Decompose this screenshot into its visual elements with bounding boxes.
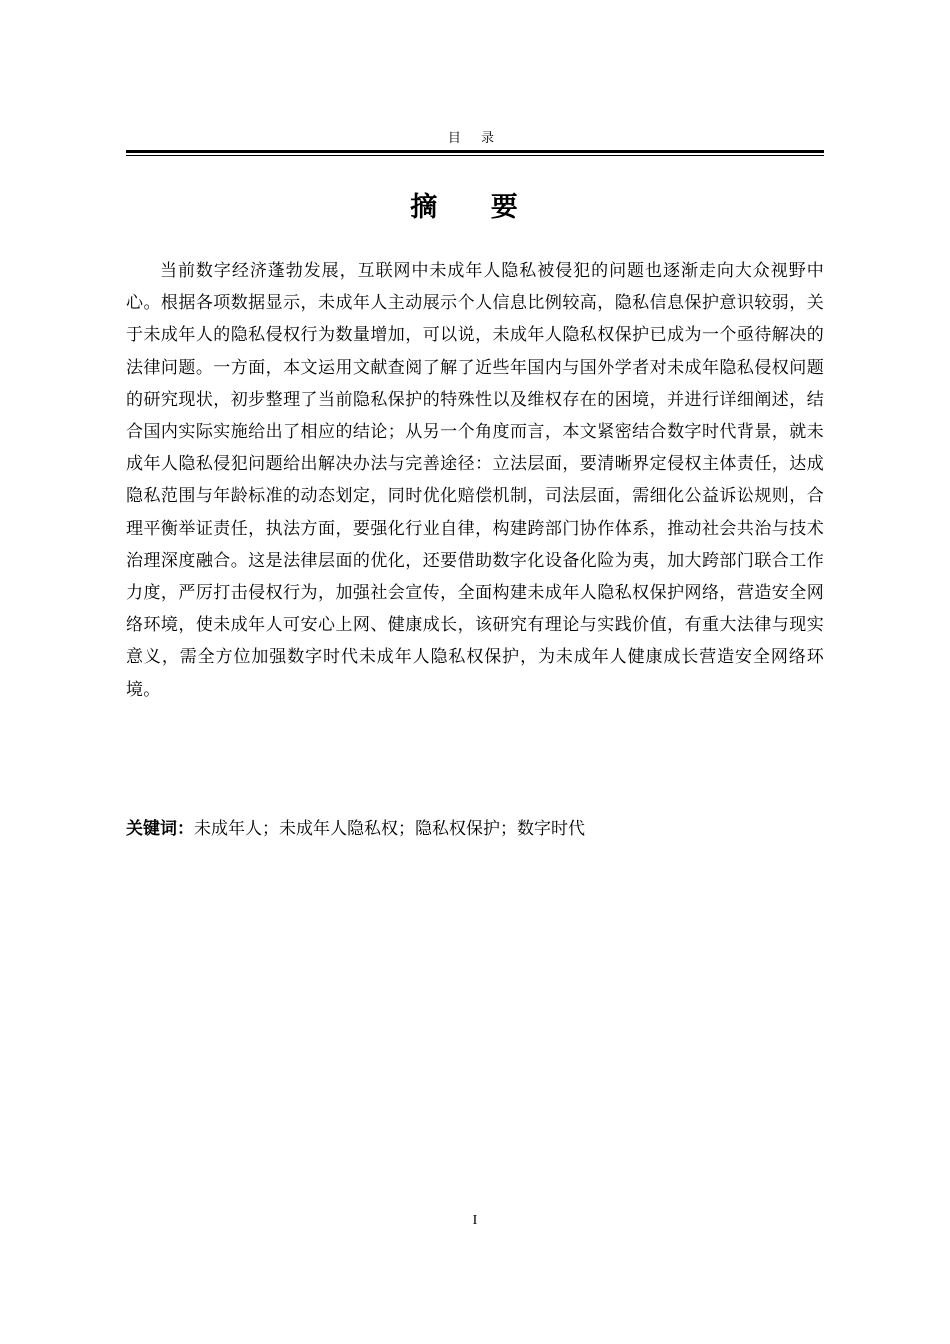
running-header: 目 录 — [447, 131, 503, 146]
page-number: I — [472, 1213, 478, 1228]
abstract-body: 当前数字经济蓬勃发展，互联网中未成年人隐私被侵犯的问题也逐渐走向大众视野中心。根据各项数据显示，未成年人主动展示个人信息比例较高，隐私信息保护意识较弱，关于未成年人的隐私侵权行为数量增加，可以说，未成年人隐私权保护已成为一个亟待解决的法律问题。一方面，本文运用文献查阅了解了近些年国内与国外学者对未成年隐私侵权问题的研究现状，初步整理了当前隐私保护的特殊性以及维权存在的困境，并进行详细阐述，结合国内实际实施给出了相应的结论；从另一个角度而言，本文紧密结合数字时代背景，就未成年人隐私侵犯问题给出解决办法与完善途径：立法层面，要清晰界定侵权主体责任，达成隐私范围与年龄标准的动态划定，同时优化赔偿机制，司法层面，需细化公益诉讼规则，合理平衡举证责任，执法方面，要强化行业自律，构建跨部门协作体系，推动社会共治与技术治理深度融合。这是法律层面的优化，还要借助数字化设备化险为夷，加大跨部门联合工作力度，严厉打击侵权行为，加强社会宣传，全面构建未成年人隐私权保护网络，营造安全网络环境，使未成年人可安心上网、健康成长，该研究有理论与实践价值，有重大法律与现实意义，需全方位加强数字时代未成年人隐私权保护，为未成年人健康成长营造安全网络环境。 — [126, 261, 824, 700]
abstract-title: 摘 要 — [410, 192, 540, 223]
header-rule-thin — [126, 155, 824, 156]
keywords-line — [126, 816, 824, 842]
header-rule-thick — [126, 150, 824, 153]
keywords-value: 未成年人；未成年人隐私权；隐私权保护；数字时代 — [194, 819, 585, 839]
keywords-label: 关键词： — [126, 819, 194, 839]
